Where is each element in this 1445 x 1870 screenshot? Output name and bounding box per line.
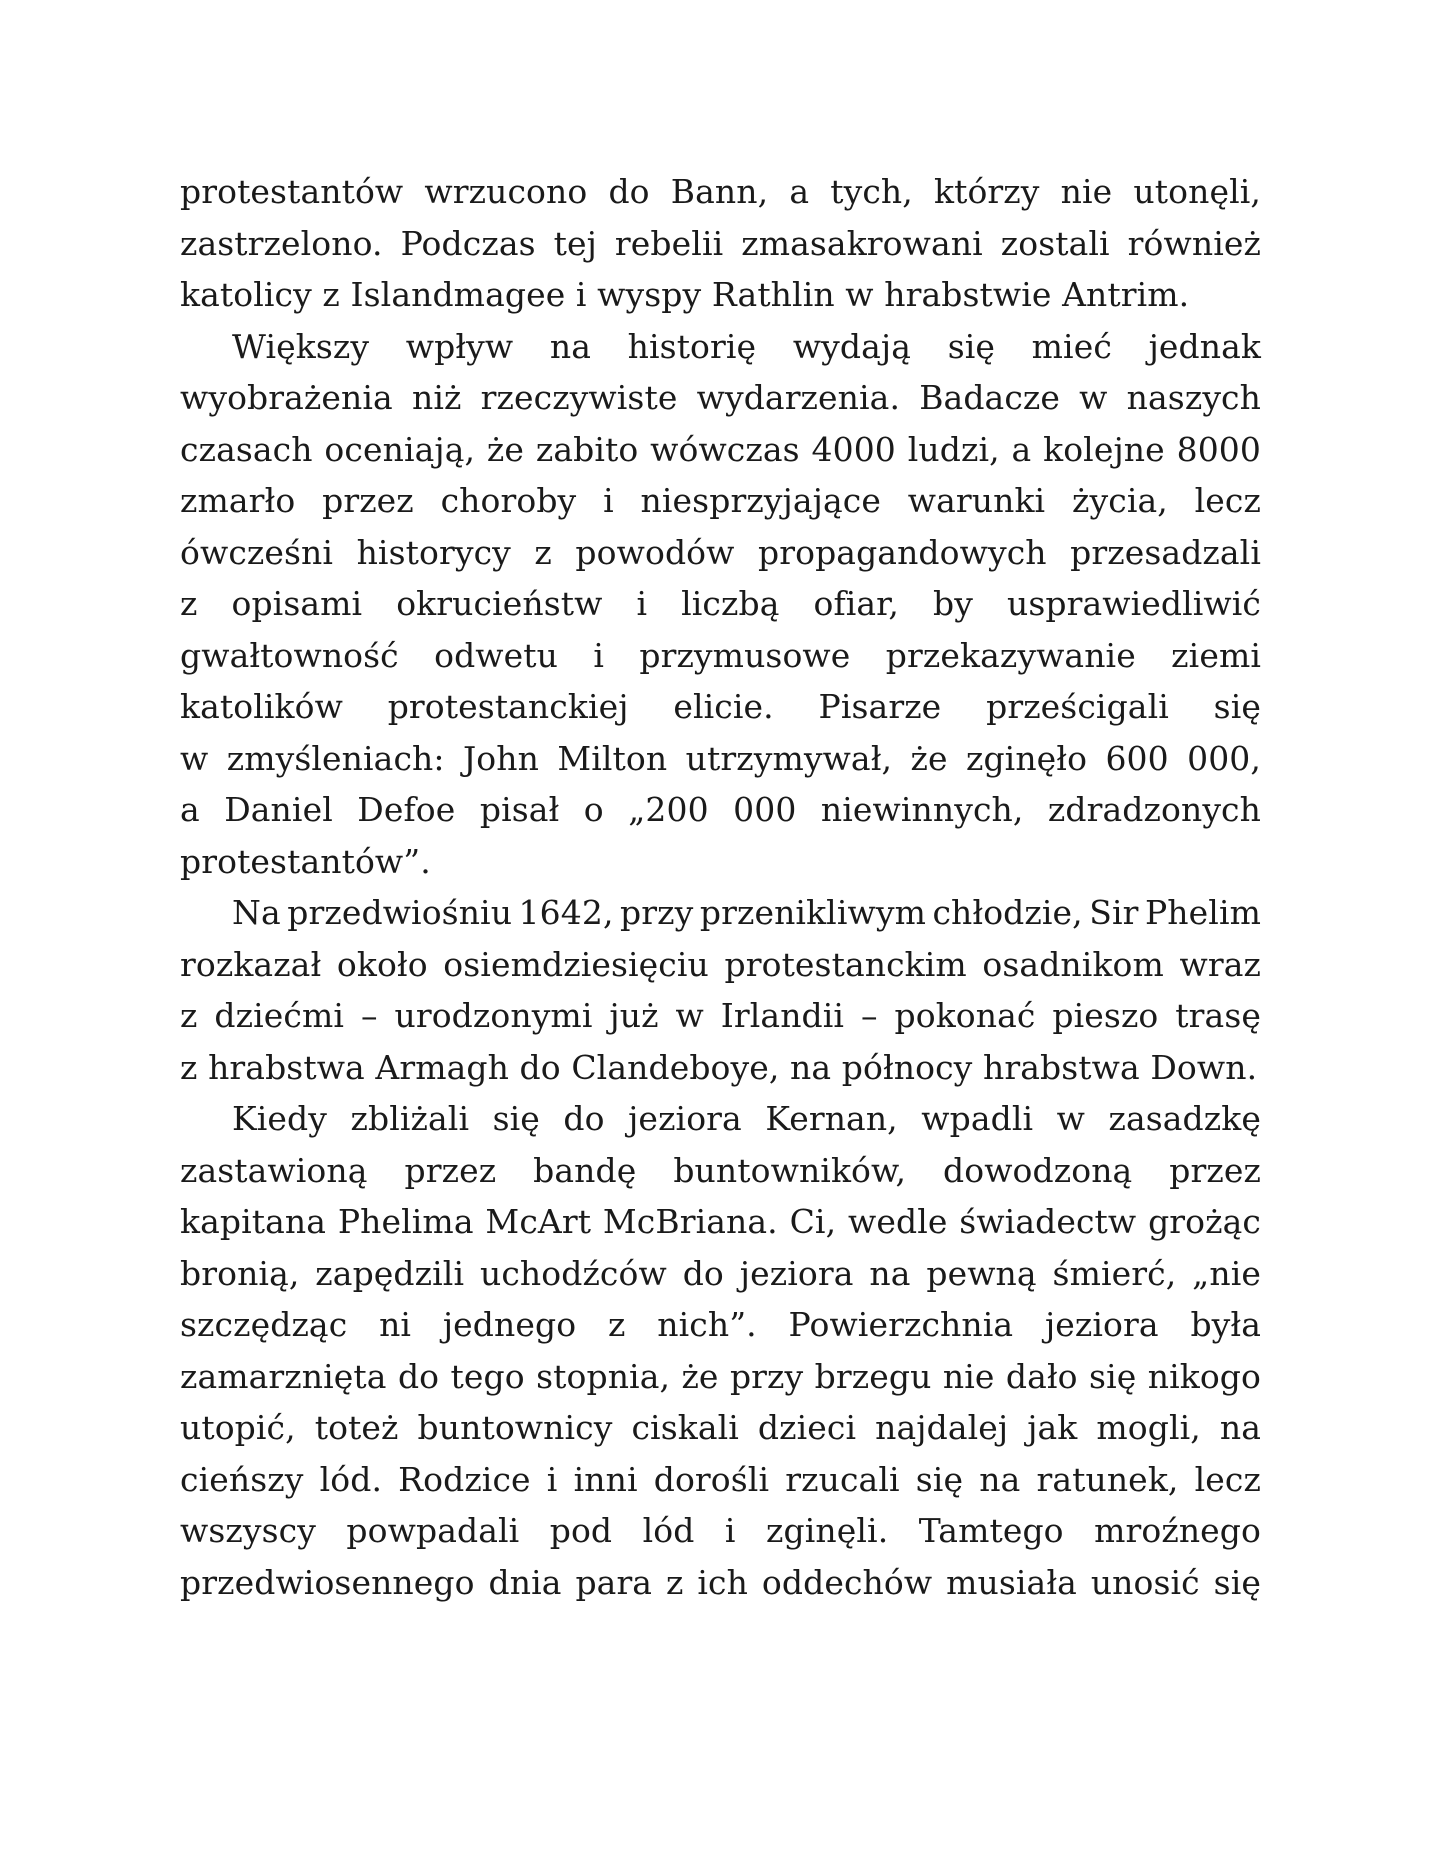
paragraph-2: [180, 321, 1261, 888]
text-line: przedwiosennego dnia para z ich oddechów musiała unosić się: [180, 1562, 1261, 1602]
text-line: protestantów”.: [180, 841, 431, 881]
text-line: kapitana Phelima McArt McBriana. Ci, wedle świadectw grożąc: [180, 1202, 1261, 1241]
text-line: katolicy z Islandmagee i wyspy Rathlin w hrabstwie Antrim.: [180, 275, 1190, 314]
text-line: ówcześni historycy z powodów propagandowych przesadzali: [180, 532, 1261, 572]
text-line: zmarło przez choroby i niesprzyjające warunki życia, lecz: [180, 481, 1261, 520]
text-line: rozkazał około osiemdziesięciu protestanckim osadnikom wraz: [180, 944, 1261, 984]
paragraph-3: [180, 887, 1261, 1093]
paragraph-4: [180, 1093, 1261, 1608]
text-line: wszyscy powpadali pod lód i zginęli. Tamtego mroźnego: [180, 1511, 1261, 1550]
body-text: [180, 166, 1261, 1608]
text-line: Na przedwiośniu 1642, przy przenikliwym chłodzie, Sir Phelim: [232, 893, 1261, 932]
text-line: zastawioną przez bandę buntowników, dowodzoną przez: [180, 1150, 1261, 1190]
text-line: gwałtowność odwetu i przymusowe przekazywanie ziemi: [180, 635, 1261, 675]
paragraph-1: [180, 166, 1261, 321]
text-line: czasach oceniają, że zabito wówczas 4000 ludzi, a kolejne 8000: [180, 429, 1261, 469]
text-line: z hrabstwa Armagh do Clandeboye, na północy hrabstwa Down.: [180, 1047, 1258, 1087]
text-line: szczędząc ni jednego z nich”. Powierzchnia jeziora była: [180, 1305, 1261, 1344]
text-line: katolików protestanckiej elicie. Pisarze prześcigali się: [180, 687, 1261, 726]
text-line: bronią, zapędzili uchodźców do jeziora na pewną śmierć, „nie: [180, 1253, 1261, 1293]
text-line: w zmyśleniach: John Milton utrzymywał, że zginęło 600 000,: [180, 738, 1261, 778]
text-line: z dziećmi – urodzonymi już w Irlandii – pokonać pieszo trasę: [180, 996, 1261, 1035]
text-line: z opisami okrucieństw i liczbą ofiar, by usprawiedliwić: [180, 584, 1261, 623]
text-line: zastrzelono. Podczas tej rebelii zmasakrowani zostali również: [180, 223, 1261, 263]
text-line: protestantów wrzucono do Bann, a tych, którzy nie utonęli,: [180, 172, 1261, 211]
text-line: wyobrażenia niż rzeczywiste wydarzenia. Badacze w naszych: [180, 378, 1261, 417]
text-line: utopić, toteż buntownicy ciskali dzieci najdalej jak mogli, na: [180, 1408, 1261, 1447]
text-line: Kiedy zbliżali się do jeziora Kernan, wpadli w zasadzkę: [232, 1099, 1261, 1138]
text-line: cieńszy lód. Rodzice i inni dorośli rzucali się na ratunek, lecz: [180, 1459, 1261, 1499]
text-line: a Daniel Defoe pisał o „200 000 niewinnych, zdradzonych: [180, 790, 1261, 829]
document-page: [180, 166, 1261, 1608]
text-line: Większy wpływ na historię wydają się mieć jednak: [232, 326, 1261, 366]
text-line: zamarznięta do tego stopnia, że przy brzegu nie dało się nikogo: [180, 1356, 1261, 1396]
